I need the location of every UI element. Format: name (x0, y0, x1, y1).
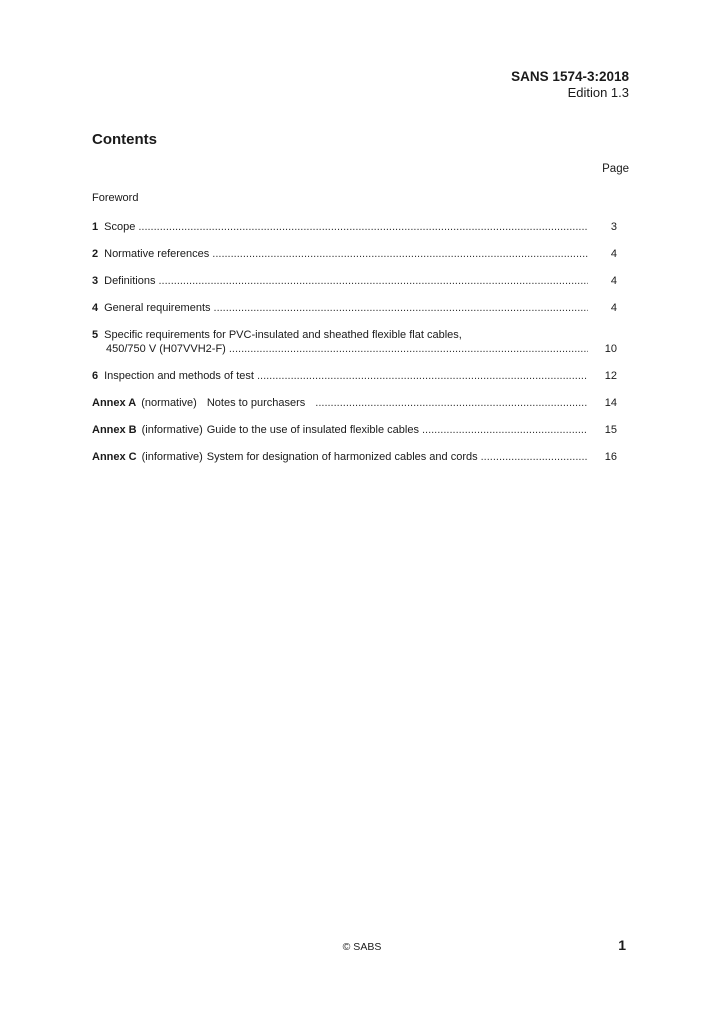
toc-entry-number: 3 (92, 275, 99, 287)
toc-entry-number: 4 (92, 302, 99, 314)
dot-leader (138, 220, 588, 234)
contents-heading: Contents (92, 131, 157, 148)
toc-entry-title: Specific requirements for PVC-insulated and sheathed flexible flat cables, (104, 329, 462, 341)
annex-label: Annex B (92, 424, 137, 436)
toc-entry-page: 14 (604, 397, 617, 409)
dot-leader (212, 247, 588, 261)
toc-entry-page: 4 (610, 275, 617, 287)
toc-entry-page: 10 (604, 343, 617, 355)
toc-entry-page: 12 (604, 370, 617, 382)
toc-entry-scope[interactable] (92, 220, 617, 234)
footer-page-number: 1 (618, 937, 626, 953)
toc-entry-general-requirements[interactable] (92, 301, 617, 315)
toc-entry-page: 4 (610, 302, 617, 314)
toc-entry-annex-c[interactable] (92, 450, 617, 464)
toc-entry-title: Normative references (104, 248, 210, 260)
annex-label: Annex C (92, 451, 137, 463)
toc-entry-number: 2 (92, 248, 99, 260)
toc-entry-title: Definitions (104, 275, 156, 287)
document-id: SANS 1574-3:2018 (511, 69, 629, 84)
toc-entry-title-continued: 450/750 V (H07VVH2-F) (106, 343, 226, 355)
toc-entry-normative-references[interactable] (92, 247, 617, 261)
toc-entry-specific-requirements[interactable] (92, 328, 617, 356)
dot-leader (481, 450, 588, 464)
annex-type: (informative) (141, 424, 203, 436)
annex-type: (normative) (141, 397, 197, 409)
toc-entry-page: 15 (604, 424, 617, 436)
document-header (511, 69, 629, 101)
annex-label: Annex A (92, 397, 137, 409)
toc-entry-title: System for designation of harmonized cables and cords (206, 451, 478, 463)
toc-entry-foreword[interactable]: Foreword (92, 192, 139, 204)
toc-entry-annex-b[interactable] (92, 423, 617, 437)
dot-leader (422, 423, 588, 437)
footer-copyright: © SABS (342, 941, 382, 953)
toc-entry-title: Scope (104, 221, 136, 233)
toc-entry-number: 5 (92, 329, 99, 341)
dot-leader (158, 274, 588, 288)
toc-entry-title: Notes to purchasers (206, 397, 306, 409)
toc-entry-definitions[interactable] (92, 274, 617, 288)
toc-entry-number: 1 (92, 221, 99, 233)
dot-leader (315, 396, 588, 410)
toc-entry-page: 16 (604, 451, 617, 463)
toc-entry-page: 4 (610, 248, 617, 260)
toc-entry-inspection[interactable] (92, 369, 617, 383)
document-edition: Edition 1.3 (567, 85, 629, 100)
dot-leader (214, 301, 588, 315)
dot-leader (257, 369, 588, 383)
toc-entry-annex-a[interactable] (92, 396, 617, 410)
toc-entry-title: General requirements (104, 302, 211, 314)
table-of-contents (92, 220, 617, 464)
dot-leader (229, 342, 588, 356)
toc-entry-number: 6 (92, 370, 99, 382)
toc-entry-page: 3 (610, 221, 617, 233)
toc-entry-title: Guide to the use of insulated flexible cables (206, 424, 419, 436)
toc-entry-title: Inspection and methods of test (104, 370, 254, 382)
annex-type: (informative) (141, 451, 203, 463)
page-column-label: Page (602, 163, 629, 175)
